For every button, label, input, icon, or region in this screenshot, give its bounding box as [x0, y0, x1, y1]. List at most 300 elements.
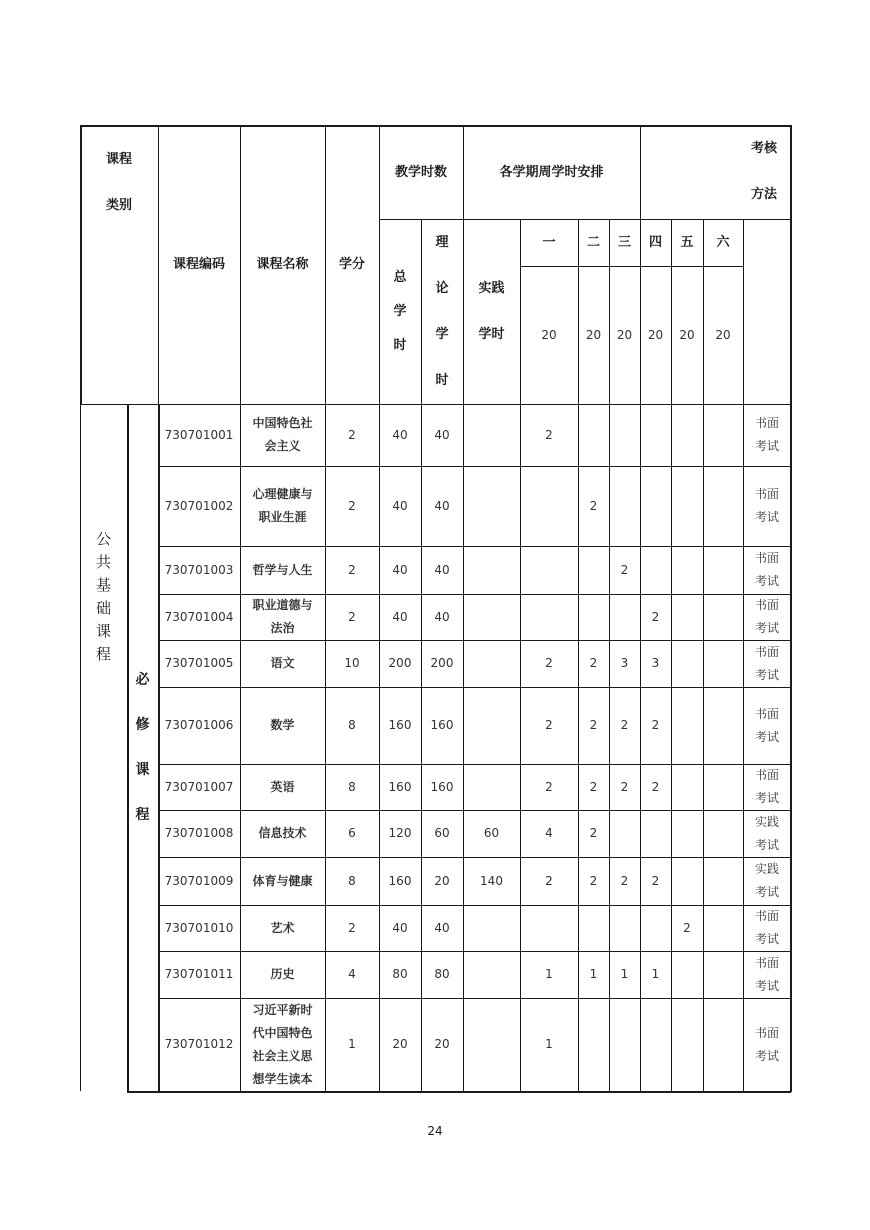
course-code: 730701010 [164, 920, 234, 935]
header-schedule-label: 各学期周学时安排 [499, 164, 604, 180]
assessment-cell-line: 实践 [754, 814, 779, 829]
term-5-hours-cell [671, 594, 703, 640]
total-hours-cell [379, 951, 421, 998]
course-name-cell-line: 数学 [270, 718, 295, 732]
practice-hours-value: 140 [480, 873, 503, 888]
total-hours-value: 160 [388, 718, 412, 732]
header-credit [325, 219, 379, 310]
subcategory-required [127, 404, 158, 1091]
total-hours-value: 200 [388, 656, 412, 670]
header-theory-hours-line: 理 [435, 234, 449, 250]
assessment-cell-line: 书面 [754, 768, 779, 782]
term-4-hours-cell [640, 905, 671, 951]
course-code-cell [158, 404, 240, 466]
course-code-cell [158, 810, 240, 857]
header-term-label: 六 [716, 235, 730, 250]
term-2-hours-cell [578, 998, 609, 1091]
credit-value: 2 [348, 920, 356, 935]
header-assessment [640, 125, 791, 219]
theory-hours-value: 20 [434, 1037, 450, 1051]
credit-cell [325, 905, 379, 951]
assessment-cell-line: 考试 [754, 885, 779, 899]
header-term-1 [520, 219, 578, 266]
body-col-rule [421, 404, 422, 1091]
theory-hours-value: 160 [430, 718, 454, 732]
assessment-cell-line: 书面 [754, 551, 779, 565]
assessment-cell-line: 考试 [754, 1048, 779, 1063]
body-row-rule [158, 594, 791, 595]
subcategory-char: 程 [135, 807, 150, 823]
term-6-hours-cell [703, 687, 743, 764]
header-rule [520, 266, 743, 267]
course-name-cell-line: 法治 [270, 621, 295, 635]
category-char: 基 [95, 576, 111, 594]
practice-hours-cell [463, 546, 520, 594]
term-4-hours-cell [640, 857, 671, 905]
term-5-hours-cell [671, 764, 703, 810]
header-term-label: 三 [617, 235, 631, 250]
assessment-cell-line: 考试 [754, 510, 779, 524]
term-hours-value: 2 [651, 873, 660, 888]
total-hours-cell [379, 687, 421, 764]
term-hours-value: 2 [589, 779, 598, 794]
total-hours-value: 20 [392, 1037, 408, 1051]
term-6-hours-cell [703, 466, 743, 546]
term-hours-value: 2 [545, 718, 553, 732]
theory-hours-value: 40 [434, 609, 450, 624]
assessment-cell-line: 书面 [754, 416, 779, 430]
assessment-cell-line: 考试 [754, 621, 779, 635]
course-name-cell-line: 体育与健康 [252, 873, 313, 888]
credit-value: 10 [344, 656, 360, 670]
term-hours-value: 2 [545, 656, 553, 670]
header-term-label: 二 [586, 235, 600, 250]
practice-hours-cell [463, 764, 520, 810]
practice-hours-cell [463, 810, 520, 857]
term-hours-value: 3 [651, 656, 660, 670]
term-6-hours-cell [703, 951, 743, 998]
term-hours-value: 2 [651, 779, 660, 794]
subcategory-char: 修 [135, 717, 150, 733]
header-col-rule [640, 125, 641, 404]
course-name-cell-line: 信息技术 [258, 826, 307, 840]
page-number: 24 [427, 1124, 443, 1138]
credit-value: 2 [348, 609, 356, 624]
theory-hours-cell [421, 546, 463, 594]
term-4-hours-cell [640, 546, 671, 594]
term-hours-value: 2 [620, 779, 629, 794]
header-col-rule [325, 125, 326, 404]
course-name-cell-line: 习近平新时 [252, 1002, 313, 1017]
assessment-cell-line: 实践 [754, 862, 779, 876]
term-6-hours-cell [703, 404, 743, 466]
total-hours-cell [379, 905, 421, 951]
assessment-cell-line: 考试 [754, 932, 779, 946]
total-hours-value: 40 [392, 609, 408, 624]
course-code-cell [158, 764, 240, 810]
course-code: 730701011 [164, 967, 234, 981]
subcategory-char: 必 [135, 672, 150, 688]
theory-hours-cell [421, 857, 463, 905]
header-total-hours [379, 219, 421, 404]
practice-hours-cell [463, 951, 520, 998]
term-6-hours-cell [703, 998, 743, 1091]
header-total-hours-line: 时 [393, 337, 407, 353]
term-4-hours-cell [640, 466, 671, 546]
term-hours-value: 3 [620, 656, 629, 670]
credit-cell [325, 998, 379, 1091]
term-3-hours-cell [609, 857, 640, 905]
course-name-cell [240, 594, 325, 640]
total-hours-value: 120 [388, 826, 412, 840]
course-code: 730701001 [164, 427, 234, 442]
header-theory-hours-line: 学 [435, 326, 449, 342]
assessment-cell-line: 考试 [754, 791, 779, 805]
theory-hours-cell [421, 998, 463, 1091]
course-code-cell [158, 857, 240, 905]
table-bottom-border [127, 1091, 791, 1093]
header-term-2 [578, 219, 609, 266]
theory-hours-cell [421, 404, 463, 466]
course-code: 730701005 [164, 656, 234, 670]
course-code-cell [158, 594, 240, 640]
course-name-cell [240, 687, 325, 764]
course-name-cell-line: 社会主义思 [252, 1048, 313, 1063]
body-col-rule [80, 404, 81, 1091]
category-char: 公 [95, 530, 111, 548]
header-weeks-value: 20 [715, 327, 731, 342]
practice-hours-cell [463, 687, 520, 764]
theory-hours-cell [421, 687, 463, 764]
assessment-cell [743, 466, 791, 546]
header-practice-hours [463, 219, 520, 404]
body-row-rule [158, 998, 791, 999]
category-char: 课 [95, 622, 111, 640]
course-name-cell [240, 905, 325, 951]
body-col-rule [520, 404, 521, 1091]
body-col-rule [640, 404, 641, 1091]
course-code-cell [158, 687, 240, 764]
term-2-hours-cell [578, 640, 609, 687]
header-course-code [158, 219, 240, 310]
total-hours-value: 40 [392, 427, 408, 442]
course-name-cell [240, 810, 325, 857]
course-name-cell [240, 764, 325, 810]
term-3-hours-cell [609, 687, 640, 764]
assessment-cell-line: 书面 [754, 706, 779, 721]
header-course-name [240, 219, 325, 310]
theory-hours-cell [421, 594, 463, 640]
assessment-cell [743, 951, 791, 998]
course-name-cell [240, 857, 325, 905]
term-5-hours-cell [671, 404, 703, 466]
header-weeks-2 [578, 266, 609, 404]
body-col-rule [703, 404, 704, 1091]
practice-hours-cell [463, 857, 520, 905]
table-left-border [80, 125, 82, 405]
course-name-cell [240, 640, 325, 687]
body-col-rule [578, 404, 579, 1091]
term-hours-value: 2 [589, 656, 598, 670]
term-hours-value: 2 [589, 498, 598, 513]
term-3-hours-cell [609, 546, 640, 594]
header-theory-hours-line: 论 [435, 280, 449, 296]
course-code: 730701009 [164, 873, 234, 888]
assessment-cell-line: 考试 [754, 439, 779, 453]
theory-hours-value: 20 [434, 873, 450, 888]
course-name-cell-line: 职业生涯 [258, 510, 307, 524]
course-name-cell [240, 951, 325, 998]
header-assessment-line: 方法 [750, 187, 777, 202]
practice-hours-value: 60 [483, 826, 500, 840]
term-hours-value: 2 [545, 427, 553, 442]
assessment-cell-line: 书面 [754, 1025, 779, 1040]
body-col-rule [609, 404, 610, 1091]
term-hours-value: 2 [589, 873, 598, 888]
term-5-hours-cell [671, 810, 703, 857]
header-term-5 [671, 219, 703, 266]
header-bottom-rule [80, 404, 791, 405]
term-2-hours-cell [578, 857, 609, 905]
term-5-hours-cell [671, 640, 703, 687]
course-code-cell [158, 951, 240, 998]
course-name-cell-line: 语文 [270, 656, 295, 670]
total-hours-value: 40 [392, 562, 408, 577]
total-hours-cell [379, 998, 421, 1091]
category-public-basic [80, 404, 127, 1091]
theory-hours-value: 60 [434, 826, 450, 840]
total-hours-cell [379, 404, 421, 466]
header-term-label: 五 [680, 235, 694, 250]
term-hours-value: 1 [545, 967, 553, 981]
course-code: 730701004 [164, 609, 234, 624]
header-term-6 [703, 219, 743, 266]
header-col-rule [743, 219, 744, 404]
category-char: 共 [95, 553, 111, 571]
practice-hours-cell [463, 594, 520, 640]
course-name-cell-line: 中国特色社 [252, 416, 313, 430]
assessment-cell-line: 考试 [754, 667, 779, 682]
credit-cell [325, 466, 379, 546]
course-name-cell-line: 想学生读本 [252, 1071, 313, 1086]
header-weeks-4 [640, 266, 671, 404]
term-hours-value: 2 [545, 779, 553, 794]
course-name-cell-line: 哲学与人生 [252, 562, 313, 577]
assessment-cell [743, 687, 791, 764]
theory-hours-value: 40 [434, 562, 450, 577]
header-weeks-value: 20 [679, 327, 695, 342]
assessment-cell [743, 810, 791, 857]
body-row-rule [158, 466, 791, 467]
term-1-hours-cell [520, 687, 578, 764]
header-weeks-1 [520, 266, 578, 404]
term-1-hours-cell [520, 905, 578, 951]
total-hours-value: 80 [392, 967, 408, 981]
term-hours-value: 2 [545, 873, 553, 888]
assessment-cell-line: 考试 [754, 729, 779, 744]
course-code: 730701002 [164, 498, 234, 513]
credit-value: 2 [348, 427, 356, 442]
course-code: 730701008 [164, 826, 234, 840]
term-1-hours-cell [520, 764, 578, 810]
course-name-cell-line: 会主义 [264, 439, 301, 453]
course-name-cell-line: 代中国特色 [252, 1025, 313, 1040]
body-row-rule [158, 687, 791, 688]
theory-hours-cell [421, 951, 463, 998]
term-1-hours-cell [520, 810, 578, 857]
assessment-cell-line: 书面 [754, 909, 779, 923]
credit-cell [325, 546, 379, 594]
header-practice-line: 实践 [478, 281, 505, 296]
header-total-hours-line: 学 [393, 303, 407, 319]
header-term-label: 一 [542, 235, 556, 250]
term-3-hours-cell [609, 905, 640, 951]
body-col-rule [463, 404, 464, 1091]
term-hours-value: 2 [589, 826, 598, 840]
body-row-rule [158, 764, 791, 765]
header-name-label: 课程名称 [256, 257, 309, 272]
body-col-rule [158, 404, 160, 1092]
header-col-rule [578, 219, 579, 404]
credit-cell [325, 810, 379, 857]
term-5-hours-cell [671, 998, 703, 1091]
term-6-hours-cell [703, 764, 743, 810]
term-3-hours-cell [609, 594, 640, 640]
course-code-cell [158, 640, 240, 687]
term-6-hours-cell [703, 810, 743, 857]
total-hours-cell [379, 466, 421, 546]
table-top-border [80, 125, 791, 127]
practice-hours-cell [463, 640, 520, 687]
total-hours-cell [379, 764, 421, 810]
term-2-hours-cell [578, 466, 609, 546]
header-theory-hours-line: 时 [435, 372, 449, 388]
practice-hours-cell [463, 404, 520, 466]
term-1-hours-cell [520, 998, 578, 1091]
course-code-cell [158, 905, 240, 951]
assessment-cell-line: 考试 [754, 978, 779, 993]
header-col-rule [703, 219, 704, 404]
term-1-hours-cell [520, 594, 578, 640]
assessment-cell [743, 404, 791, 466]
header-schedule [463, 125, 640, 219]
term-2-hours-cell [578, 810, 609, 857]
header-total-hours-line: 总 [393, 269, 407, 285]
credit-cell [325, 687, 379, 764]
credit-value: 1 [348, 1037, 356, 1051]
assessment-cell [743, 640, 791, 687]
term-3-hours-cell [609, 998, 640, 1091]
term-hours-value: 2 [651, 718, 660, 732]
header-weeks-value: 20 [541, 327, 557, 342]
assessment-cell-line: 书面 [754, 955, 779, 970]
theory-hours-cell [421, 640, 463, 687]
course-code: 730701007 [164, 779, 234, 794]
credit-value: 8 [348, 779, 356, 794]
term-5-hours-cell [671, 905, 703, 951]
term-4-hours-cell [640, 764, 671, 810]
term-3-hours-cell [609, 764, 640, 810]
theory-hours-value: 80 [434, 967, 450, 981]
total-hours-value: 40 [392, 498, 408, 513]
credit-value: 2 [348, 562, 356, 577]
term-hours-value: 1 [651, 967, 660, 981]
header-credit-label: 学分 [338, 257, 365, 272]
theory-hours-value: 40 [434, 498, 450, 513]
term-6-hours-cell [703, 640, 743, 687]
assessment-cell [743, 764, 791, 810]
header-col-rule [520, 219, 521, 404]
assessment-cell-line: 考试 [754, 574, 779, 588]
course-name-cell-line: 职业道德与 [252, 598, 313, 612]
course-name-cell [240, 546, 325, 594]
term-hours-value: 2 [651, 609, 660, 624]
term-hours-value: 2 [620, 873, 629, 888]
header-weeks-value: 20 [585, 327, 602, 342]
header-category-line: 类别 [105, 198, 132, 213]
theory-hours-value: 40 [434, 920, 450, 935]
term-hours-value: 1 [589, 967, 598, 981]
total-hours-cell [379, 546, 421, 594]
assessment-cell [743, 998, 791, 1091]
term-3-hours-cell [609, 404, 640, 466]
course-code-cell [158, 466, 240, 546]
term-hours-value: 2 [620, 718, 629, 732]
header-practice-line: 学时 [478, 327, 505, 342]
header-weeks-5 [671, 266, 703, 404]
body-row-rule [158, 857, 791, 858]
header-weeks-3 [609, 266, 640, 404]
category-char: 础 [95, 599, 111, 617]
term-1-hours-cell [520, 640, 578, 687]
term-2-hours-cell [578, 594, 609, 640]
term-4-hours-cell [640, 998, 671, 1091]
total-hours-cell [379, 857, 421, 905]
term-1-hours-cell [520, 857, 578, 905]
header-theory-hours [421, 219, 463, 404]
term-4-hours-cell [640, 640, 671, 687]
term-6-hours-cell [703, 905, 743, 951]
header-rule [379, 219, 791, 220]
header-col-rule [609, 219, 610, 404]
total-hours-value: 160 [388, 779, 412, 794]
term-6-hours-cell [703, 594, 743, 640]
term-hours-value: 2 [683, 920, 691, 935]
theory-hours-value: 200 [430, 656, 454, 670]
total-hours-cell [379, 810, 421, 857]
header-course-category [80, 125, 158, 404]
term-2-hours-cell [578, 546, 609, 594]
body-col-rule [127, 404, 129, 1092]
course-code-cell [158, 998, 240, 1091]
term-1-hours-cell [520, 951, 578, 998]
credit-cell [325, 857, 379, 905]
body-row-rule [158, 640, 791, 641]
total-hours-cell [379, 640, 421, 687]
term-2-hours-cell [578, 951, 609, 998]
table-right-border [790, 125, 792, 1092]
course-name-cell [240, 998, 325, 1091]
term-6-hours-cell [703, 546, 743, 594]
term-5-hours-cell [671, 951, 703, 998]
course-code: 730701003 [164, 562, 234, 577]
body-col-rule [240, 404, 241, 1091]
term-2-hours-cell [578, 764, 609, 810]
credit-cell [325, 404, 379, 466]
course-name-cell-line: 英语 [270, 779, 295, 794]
header-weeks-value: 20 [616, 327, 633, 342]
term-hours-value: 2 [589, 718, 598, 732]
